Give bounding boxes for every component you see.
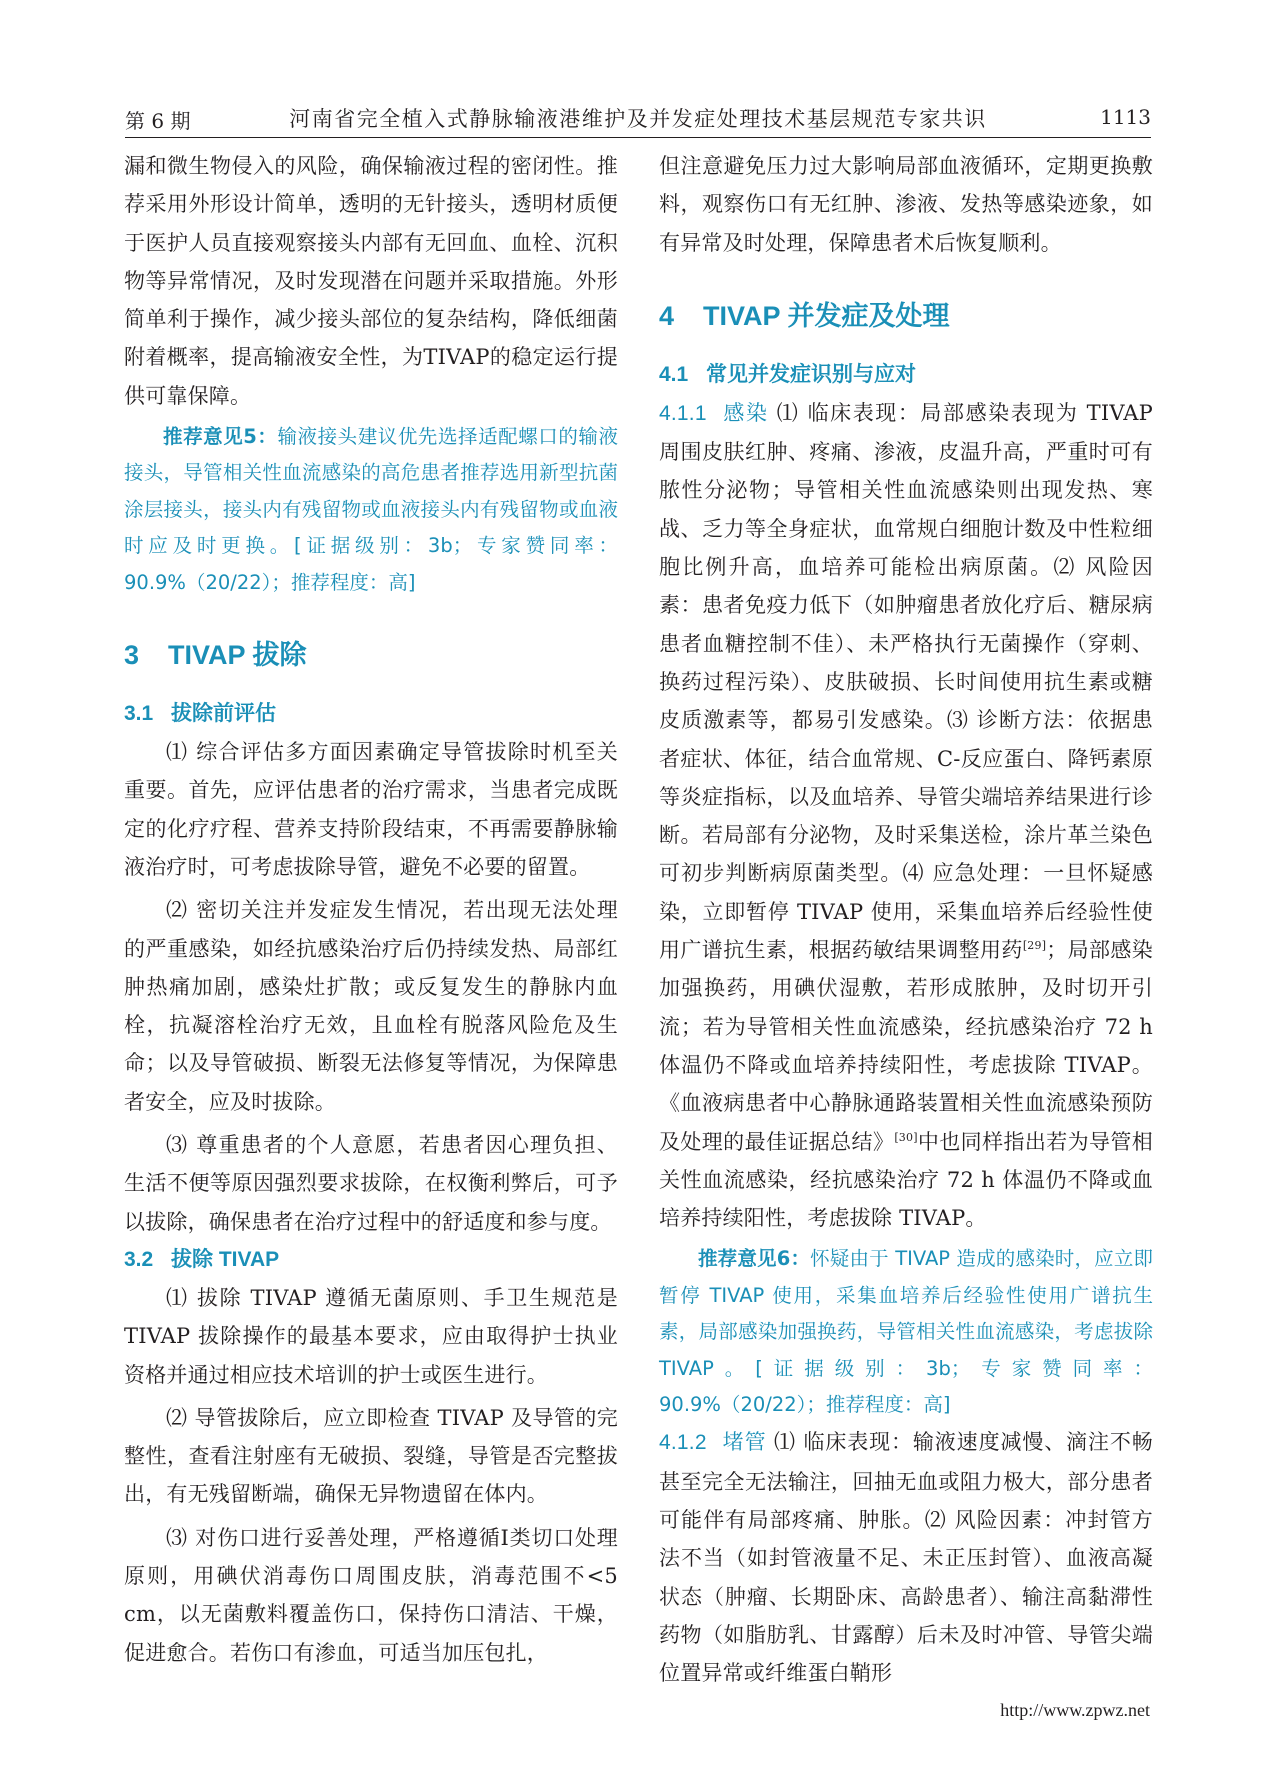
paragraph-4-1-1: [659, 394, 1153, 1238]
section-title: TIVAP 并发症及处理: [703, 300, 950, 331]
subsection-number: 4.1: [659, 362, 689, 386]
body-text: ⑴ 临床表现：输液速度减慢、滴注不畅甚至完全无法输注，回抽无血或阻力极大，部分患者可能伴有局部疼痛、肿胀。⑵ 风险因素：冲封管方法不当（如封管液量不足、未正压封管）、血液高凝状态（肿瘤、长期卧床、高龄患者）、输注高黏滞性药物（如脂肪乳、甘露醇）后未及时冲管、导管尖端位置异常或纤维蛋白鞘形: [659, 1430, 1153, 1686]
subsection-number: 3.2: [124, 1247, 154, 1271]
paragraph-3-1-2: ⑵ 密切关注并发症发生情况，若出现无法处理的严重感染，如经抗感染治疗后仍持续发热、局部红肿热痛加剧，感染灶扩散；或反复发生的静脉内血栓，抗凝溶栓治疗无效，且血栓有脱落风险危及生命；以及导管破损、断裂无法修复等情况，为保障患者安全，应及时拔除。: [124, 898, 618, 1114]
subsection-heading-4-1: [659, 356, 1153, 394]
recommendation-5: [124, 419, 618, 601]
issue-number: 第 6 期: [125, 109, 191, 133]
section-number: 4: [659, 300, 675, 331]
subsubsection-title: 堵管: [722, 1431, 767, 1455]
subsubsection-heading-4-1-1: [659, 402, 769, 425]
left-column: [124, 147, 618, 1672]
section-number: 3: [124, 640, 140, 671]
recommendation-text: 输液接头建议优先选择适配螺口的输液接头，导管相关性血流感染的高危患者推荐选用新型抗菌涂层接头，接头内有残留物或血液接头内有残留物或血液时应及时更换。[证据级别：3b；专家赞同率：90.9%（20/22）；推荐程度：高]: [124, 425, 618, 594]
body-text: 中也同样指出若为导管相关性血流感染，经抗感染治疗 72 h 体温仍不降或血培养持续阳性，考虑拔除 TIVAP。: [659, 1129, 1154, 1231]
subsection-heading-3-2: [124, 1241, 618, 1279]
paragraph-continued: 但注意避免压力过大影响局部血液循环，定期更换敷料，观察伤口有无红肿、渗液、发热等感染迹象，如有异常及时处理，保障患者术后恢复顺利。: [659, 154, 1153, 255]
section-heading-3: [124, 635, 618, 675]
recommendation-6: [659, 1241, 1153, 1423]
paragraph-4-1-2: [659, 1423, 1153, 1692]
body-text: ⑴ 临床表现：局部感染表现为 TIVAP 周围皮肤红肿、疼痛、渗液，皮温升高，严重时可有脓性分泌物；导管相关性血流感染则出现发热、寒战、乏力等全身症状，血常规白细胞计数及中性粒细胞比例升高，血培养可能检出病原菌。⑵ 风险因素：患者免疫力低下（如肿瘤患者放化疗后、糖尿病患者血糖控制不佳）、未严格执行无菌操作（穿刺、换药过程污染）、皮肤破损、长时间使用抗生素或糖皮质激素等，都易引发感染。⑶ 诊断方法：依据患者症状、体征，结合血常规、C-反应蛋白、降钙素原等炎症指标，以及血培养、导管尖端培养结果进行诊断。若局部有分泌物，及时采集送检，涂片革兰染色可初步判断病原菌类型。⑷ 应急处理：一旦怀疑感染，立即暂停 TIVAP 使用，采集血培养后经验性使用广谱抗生素，根据药敏结果调整用药: [659, 400, 1153, 963]
subsubsection-title: 感染: [722, 401, 769, 425]
subsection-heading-3-1: [124, 695, 618, 733]
paragraph-3-2-3: ⑶ 对伤口进行妥善处理，严格遵循Ⅰ类切口处理原则，用碘伏消毒伤口周围皮肤，消毒范围不<5 cm，以无菌敷料覆盖伤口，保持伤口清洁、干燥，促进愈合。若伤口有渗血，可适当加压包扎，: [124, 1525, 618, 1665]
subsection-title: 常见并发症识别与应对: [706, 362, 916, 386]
recommendation-label: 推荐意见5：: [163, 425, 278, 449]
subsection-title: 拔除前评估: [171, 702, 276, 726]
recommendation-text: 怀疑由于 TIVAP 造成的感染时，应立即暂停 TIVAP 使用，采集血培养后经验性使用广谱抗生素，局部感染加强换药，导管相关性血流感染，考虑拔除 TIVAP。[证据级别：3b；专家赞同率：90.9%（20/22）；推荐程度：高]: [659, 1247, 1153, 1417]
paragraph-3-1-3: ⑶ 尊重患者的个人意愿，若患者因心理负担、生活不便等原因强烈要求拔除，在权衡利弊后，可予以拔除，确保患者在治疗过程中的舒适度和参与度。: [124, 1133, 618, 1234]
paragraph-continued: 漏和微生物侵入的风险，确保输液过程的密闭性。推荐采用外形设计简单，透明的无针接头，透明材质便于医护人员直接观察接头内部有无回血、血栓、沉积物等异常情况，及时发现潜在问题并采取措施。外形简单利于操作，减少接头部位的复杂结构，降低细菌附着概率，提高输液安全性，为TIVAP的稳定运行提供可靠保障。: [124, 154, 618, 408]
subsection-number: 3.1: [124, 702, 154, 726]
section-title: TIVAP 拔除: [168, 640, 307, 671]
paragraph-3-2-1: ⑴ 拔除 TIVAP 遵循无菌原则、手卫生规范是 TIVAP 拔除操作的最基本要求，应由取得护士执业资格并通过相应技术培训的护士或医生进行。: [124, 1285, 618, 1387]
right-column: [659, 147, 1153, 1693]
paragraph-3-2-2: ⑵ 导管拔除后，应立即检查 TIVAP 及导管的完整性，查看注射座有无破损、裂缝，导管是否完整拔出，有无残留断端，确保无异物遗留在体内。: [124, 1405, 618, 1507]
citation: [30]: [894, 1130, 918, 1144]
subsubsection-number: 4.1.2: [659, 1431, 707, 1455]
recommendation-label: 推荐意见6：: [698, 1247, 811, 1271]
subsubsection-number: 4.1.1: [659, 401, 707, 425]
body-text: ；局部感染加强换药，用碘伏湿敷，若形成脓肿，及时切开引流；若为导管相关性血流感染，经抗感染治疗 72 h 体温仍不降或血培养持续阳性，考虑拔除 TIVAP。《血液病患者中心静脉通路装置相关性血流感染预防及处理的最佳证据总结》: [659, 938, 1154, 1154]
section-heading-4: [659, 296, 1153, 336]
journal-running-title: 河南省完全植入式静脉输液港维护及并发症处理技术基层规范专家共识: [289, 107, 987, 131]
subsubsection-heading-4-1-2: [659, 1431, 766, 1454]
paragraph-3-1-1: ⑴ 综合评估多方面因素确定导管拔除时机至关重要。首先，应评估患者的治疗需求，当患者完成既定的化疗疗程、营养支持阶段结束，不再需要静脉输液治疗时，可考虑拔除导管，避免不必要的留置。: [124, 740, 618, 879]
page-number: 1113: [1100, 105, 1151, 129]
running-header: [125, 103, 1151, 138]
subsection-title: 拔除 TIVAP: [171, 1247, 280, 1271]
footer-url: http://www.zpwz.net: [1000, 1700, 1150, 1720]
citation: [29]: [1022, 939, 1047, 953]
